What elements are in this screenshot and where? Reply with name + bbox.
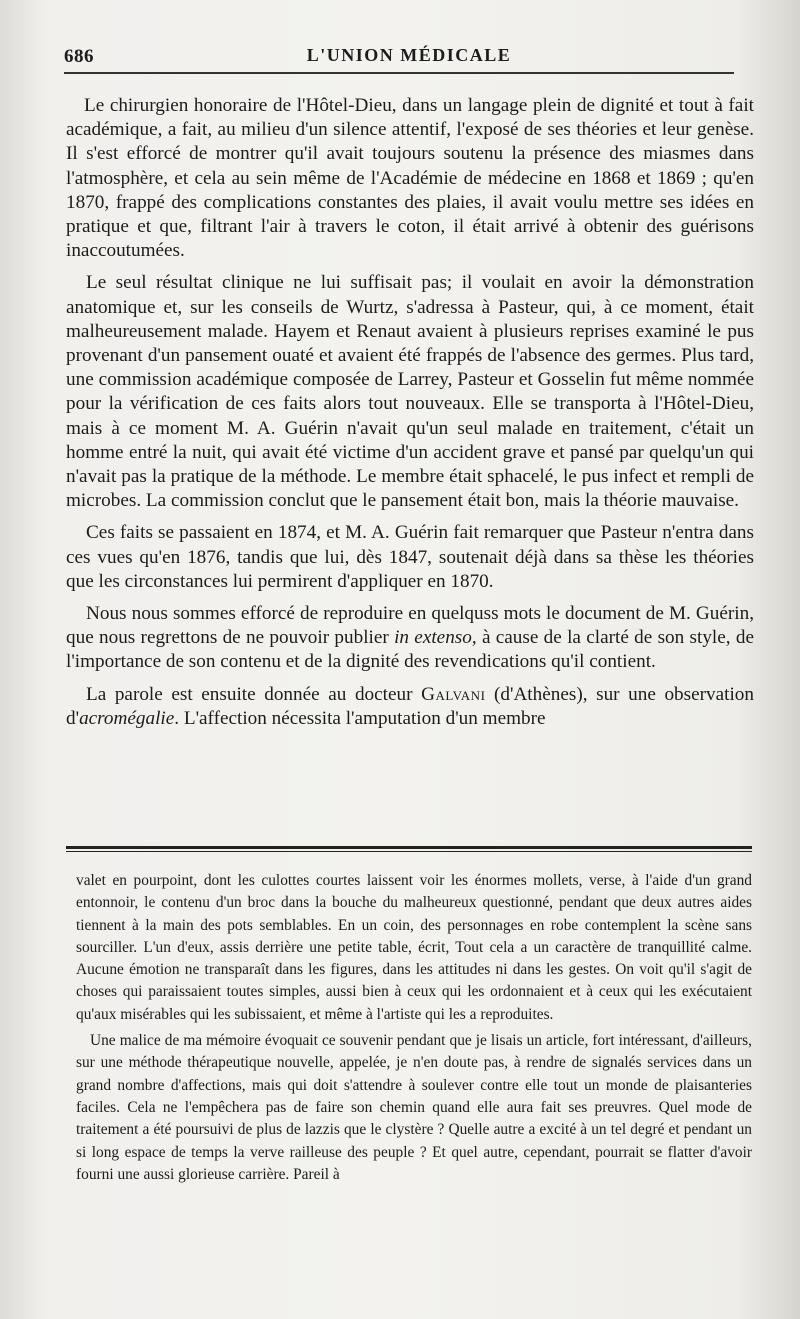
page-number: 686: [64, 46, 94, 67]
feuilleton-divider: [66, 846, 752, 852]
paragraph-5-text-c: . L'affection nécessita l'amputation d'un membre: [174, 707, 546, 729]
running-header: [64, 42, 754, 72]
paragraph-4: [66, 602, 754, 675]
journal-title: L'UNION MÉDICALE: [306, 45, 512, 65]
author-name: Galvani: [421, 683, 486, 705]
paragraph-5: [66, 683, 754, 731]
paragraph-5-text-b: (d'Athènes), sur une observation d': [66, 683, 754, 729]
header-rule: [64, 72, 734, 74]
feuilleton-text: [76, 870, 752, 1190]
divider-thick: [66, 846, 752, 849]
paragraph-3: Ces faits se passaient en 1874, et M. A. Guérin fait remarquer que Pasteur n'entra dans ces vues qu'en 1876, tandis que lui, dès 1847, soutenait déjà dans sa thèse les théories que les circonstances lui permirent d'appliquer en 1870.: [66, 522, 754, 592]
paragraph-4-italic: in extenso: [394, 627, 472, 649]
paragraph-4-text-a: Nous nous sommes efforcé de reproduire en quelquss mots le document de M. Guérin, que nous regrettons de ne pouvoir publier: [66, 603, 754, 649]
paragraph-5-italic: acromégalie: [79, 707, 175, 729]
paragraph-4-text-b: , à cause de la clarté de son style, de l'importance de son contenu et de la dignité des revendications qu'il contient.: [66, 627, 754, 673]
paragraph-1: Le chirurgien honoraire de l'Hôtel-Dieu, dans un langage plein de dignité et tout à fait académique, a fait, au milieu d'un silence attentif, l'exposé de ses théories et leur genèse. Il s'est efforcé de montrer qu'il avait toujours soutenu la présence des miasmes dans l'atmosphère, et cela au sein même de l'Académie de médecine en 1868 et 1869 ; qu'en 1870, frappé des complications constantes des plaies, il avait voulu mettre ses idées en pratique et que, filtrant l'air à travers le coton, il était arrivé à obtenir des guérisons inaccoutumées.: [66, 95, 754, 262]
paragraph-5-text-a: La parole est ensuite donnée au docteur: [86, 683, 422, 705]
feuilleton-paragraph-2: Une malice de ma mémoire évoquait ce souvenir pendant que je lisais un article, fort intéressant, d'ailleurs, sur une méthode thérapeutique nouvelle, appelée, je n'en doute pas, à rendre de signalés services dans un grand nombre d'affections, mais qui doit s'attendre à soulever contre elle tout un monde de plaisanteries faciles. Cela ne l'empêchera pas de faire son chemin quand elle aura fait ses preuvres. Quel mode de traitement a été poursuivi de plus de lazzis que le clystère ? Quelle autre a excité à un tel degré et pendant un si long espace de temps la verve railleuse des peuple ? Et quel autre, cependant, pourrait se flatter d'avoir fourni une aussi glorieuse carrière. Pareil à: [76, 1032, 752, 1183]
divider-thin: [66, 851, 752, 852]
feuilleton-paragraph-1: valet en pourpoint, dont les culottes courtes laissent voir les énormes mollets, verse, à l'aide d'un grand entonnoir, le contenu d'un broc dans la bouche du malheureux questionné, pendant que deux autres aides tiennent à la main des pots semblables. En un coin, des personnages en robe contemplent la scène sans sourciller. L'un d'eux, assis derrière une petite table, écrit, Tout cela a un caractère de tranquillité calme. Aucune émotion ne transparaît dans les figures, dans les attitudes ni dans les gestes. On voit qu'il s'agit de choses qui paraissaient toutes simples, aussi bien à ceux qui les ordonnaient et à ceux qui les exécutaient qu'aux misérables qui les subissaient, et même à l'artiste qui les a reproduites.: [76, 872, 752, 1023]
main-text: [66, 94, 754, 739]
paragraph-2: Le seul résultat clinique ne lui suffisait pas; il voulait en avoir la démonstration anatomique et, sur les conseils de Wurtz, s'adressa à Pasteur, qui, à ce moment, était malheureusement malade. Hayem et Renaut avaient à plusieurs reprises examiné le pus provenant d'un pansement ouaté et avaient été frappés de l'absence des germes. Plus tard, une commission académique composée de Larrey, Pasteur et Gosselin fut même nommée pour la vérification de ces faits alors tout nouveaux. Elle se transporta à l'Hôtel-Dieu, mais à ce moment M. A. Guérin n'avait qu'un seul malade en traitement, c'était un homme entré la nuit, qui avait été victime d'un accident grave et pansé par quelqu'un qui n'avait pas la pratique de la méthode. Le membre était sphacelé, le pus infect et rempli de microbes. La commission conclut que le pansement était bon, mais la théorie mauvaise.: [66, 272, 754, 512]
